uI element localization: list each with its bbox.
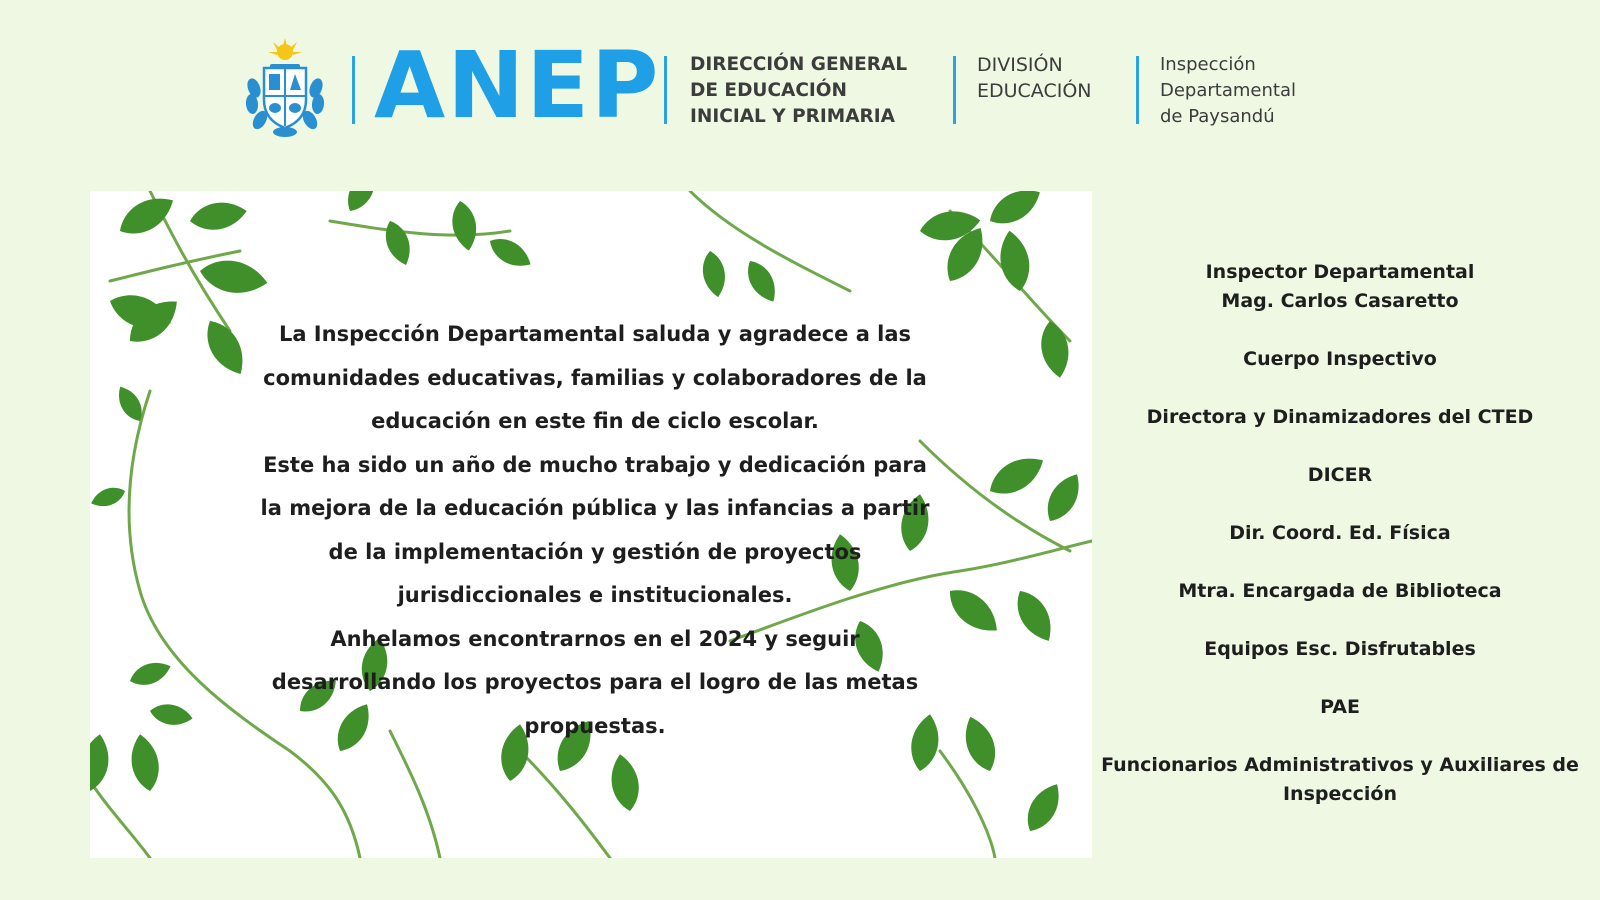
divider (1136, 56, 1139, 124)
header (0, 0, 1600, 160)
message-card (90, 191, 1092, 858)
credit-item (1095, 461, 1585, 490)
credit-line: Directora y Dinamizadores del CTED (1146, 406, 1534, 428)
inspeccion-line: de Paysandú (1160, 106, 1275, 127)
credit-item (1095, 258, 1585, 316)
direccion-line: DE EDUCACIÓN (690, 80, 848, 101)
message-line: la mejora de la educación pública y las infancias a partir (260, 496, 930, 520)
credit-line: Inspección (1282, 783, 1397, 805)
credit-item (1095, 751, 1585, 809)
division-educacion-text (977, 52, 1092, 104)
message-line: de la implementación y gestión de proyectos (328, 539, 862, 564)
anep-logo-text: ANEP (374, 32, 661, 139)
credit-line: Mtra. Encargada de Biblioteca (1178, 580, 1502, 602)
credit-item (1095, 519, 1585, 548)
greeting-message (260, 313, 930, 748)
credit-line: PAE (1320, 696, 1360, 718)
direccion-line: INICIAL Y PRIMARIA (690, 106, 895, 127)
credit-item (1095, 693, 1585, 722)
message-line: propuestas. (524, 713, 666, 738)
divider (664, 56, 667, 124)
credit-line: Mag. Carlos Casaretto (1221, 290, 1459, 312)
uruguay-coat-of-arms-icon (240, 38, 330, 138)
credit-item (1095, 403, 1585, 432)
inspeccion-line: Departamental (1160, 80, 1296, 101)
direccion-general-text (690, 52, 907, 130)
credit-line: Equipos Esc. Disfrutables (1204, 638, 1476, 660)
message-line: comunidades educativas, familias y colaboradores de la (263, 365, 927, 390)
divider (953, 56, 956, 124)
credit-line: Inspector Departamental (1205, 261, 1475, 283)
message-line: Anhelamos encontrarnos en el 2024 y seguir (330, 626, 860, 651)
credit-line: Funcionarios Administrativos y Auxiliares de (1101, 754, 1579, 776)
credits-list (1095, 258, 1585, 838)
credit-item (1095, 345, 1585, 374)
credit-line: Dir. Coord. Ed. Física (1229, 522, 1451, 544)
message-line: educación en este fin de ciclo escolar. (371, 409, 819, 433)
message-line: La Inspección Departamental saluda y agradece a las (278, 322, 912, 346)
credit-line: DICER (1307, 464, 1373, 486)
credit-item (1095, 635, 1585, 664)
credit-item (1095, 577, 1585, 606)
division-line: EDUCACIÓN (977, 80, 1092, 102)
division-line: DIVISIÓN (977, 54, 1063, 76)
message-line: Este ha sido un año de mucho trabajo y dedicación para (263, 452, 927, 477)
inspeccion-line: Inspección (1160, 54, 1256, 75)
divider (352, 56, 355, 124)
direccion-line: DIRECCIÓN GENERAL (690, 54, 908, 75)
inspeccion-departamental-text (1160, 52, 1296, 130)
credit-line: Cuerpo Inspectivo (1243, 348, 1437, 370)
message-line: desarrollando los proyectos para el logro de las metas (271, 670, 919, 694)
message-line: jurisdiccionales e institucionales. (397, 583, 793, 607)
